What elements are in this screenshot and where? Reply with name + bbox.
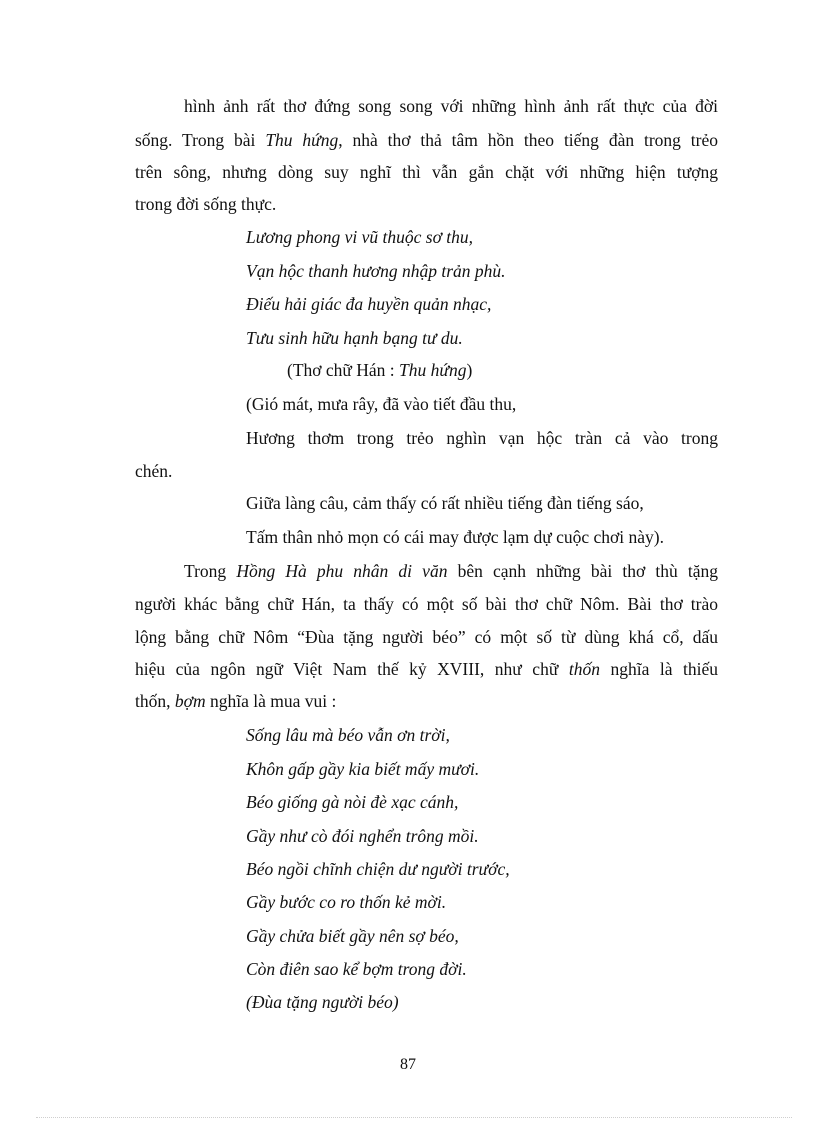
paragraph-2-line-5 (135, 690, 336, 712)
page-bottom-divider (36, 1117, 792, 1118)
poem-1-line-4: Tưu sinh hữu hạnh bạng tư du. (246, 328, 463, 348)
text: thốn, (135, 691, 175, 711)
text: hình ảnh rất thơ đứng song song với những hình ảnh rất thực của đời (184, 96, 718, 116)
poem-title-italic: Thu hứng (399, 360, 467, 380)
text: Hương thơm trong trẻo nghìn vạn hộc tràn cả vào trong (246, 428, 718, 448)
translation-line-5: Tấm thân nhỏ mọn có cái may được lạm dự cuộc chơi này). (246, 527, 664, 547)
page-number: 87 (400, 1056, 416, 1073)
poem-2-line-4: Gầy như cò đói nghển trông mồi. (246, 826, 479, 846)
poem-2-line-1: Sống lâu mà béo vẫn ơn trời, (246, 725, 450, 745)
poem-2-line-8: Còn điên sao kể bợm trong đời. (246, 959, 467, 979)
text: trong đời sống thực. (135, 194, 277, 214)
text: bên cạnh những bài thơ thù tặng (447, 561, 719, 581)
paragraph-1-line-2 (135, 129, 718, 151)
poem-1-line-1: Lương phong vi vũ thuộc sơ thu, (246, 227, 474, 247)
poem-2-line-3: Béo giống gà nòi đè xạc cánh, (246, 792, 459, 812)
text: nghĩa là thiếu (599, 659, 718, 679)
word-italic: thốn (568, 659, 600, 679)
paragraph-2-line-3 (135, 626, 718, 648)
text: Trong (184, 561, 237, 581)
poem-title-italic: Thu hứng (265, 130, 339, 150)
word-italic: bợm (174, 691, 206, 711)
text: sống. Trong bài (135, 130, 266, 150)
text: ) (466, 360, 473, 380)
poem-1-line-2: Vạn hộc thanh hương nhập trản phù. (246, 261, 506, 281)
paragraph-1-line-4 (135, 193, 276, 215)
paragraph-1-line-1 (184, 95, 718, 117)
translation-line-2 (246, 427, 718, 449)
translation-line-1: (Gió mát, mưa rây, đã vào tiết đầu thu, (246, 394, 517, 414)
poem-2-line-6: Gầy bước co ro thốn kẻ mời. (246, 892, 447, 912)
poem-1-line-3: Điếu hải giác đa huyền quản nhạc, (246, 294, 492, 314)
poem-2-line-7: Gầy chửa biết gầy nên sợ béo, (246, 926, 459, 946)
book-title-italic: Hồng Hà phu nhân di văn (236, 561, 448, 581)
paragraph-2-line-2 (135, 593, 718, 615)
text: trên sông, nhưng dòng suy nghĩ thì vẫn gắn chặt với những hiện tượng (135, 162, 718, 182)
paragraph-2-line-1 (184, 560, 718, 582)
text: hiệu của ngôn ngữ Việt Nam thế kỷ XVIII, như chữ (135, 659, 569, 679)
paragraph-1-line-3 (135, 161, 718, 183)
text: , nhà thơ thả tâm hồn theo tiếng đàn trong trẻo (338, 130, 718, 150)
text: nghĩa là mua vui : (205, 691, 337, 711)
poem-2-source: (Đùa tặng người béo) (246, 992, 399, 1012)
poem-1-source (287, 359, 472, 381)
text: (Thơ chữ Hán : (287, 360, 400, 380)
text: người khác bằng chữ Hán, ta thấy có một số bài thơ chữ Nôm. Bài thơ trào (135, 594, 718, 614)
translation-line-4: Giữa làng câu, cảm thấy có rất nhiều tiếng đàn tiếng sáo, (246, 493, 644, 513)
translation-line-3: chén. (135, 461, 173, 481)
poem-2-line-2: Khôn gấp gầy kia biết mấy mươi. (246, 759, 480, 779)
poem-2-line-5: Béo ngồi chĩnh chiện dư người trước, (246, 859, 510, 879)
paragraph-2-line-4 (135, 658, 718, 680)
text: lộng bằng chữ Nôm “Đùa tặng người béo” có một số từ dùng khá cổ, dấu (135, 627, 718, 647)
